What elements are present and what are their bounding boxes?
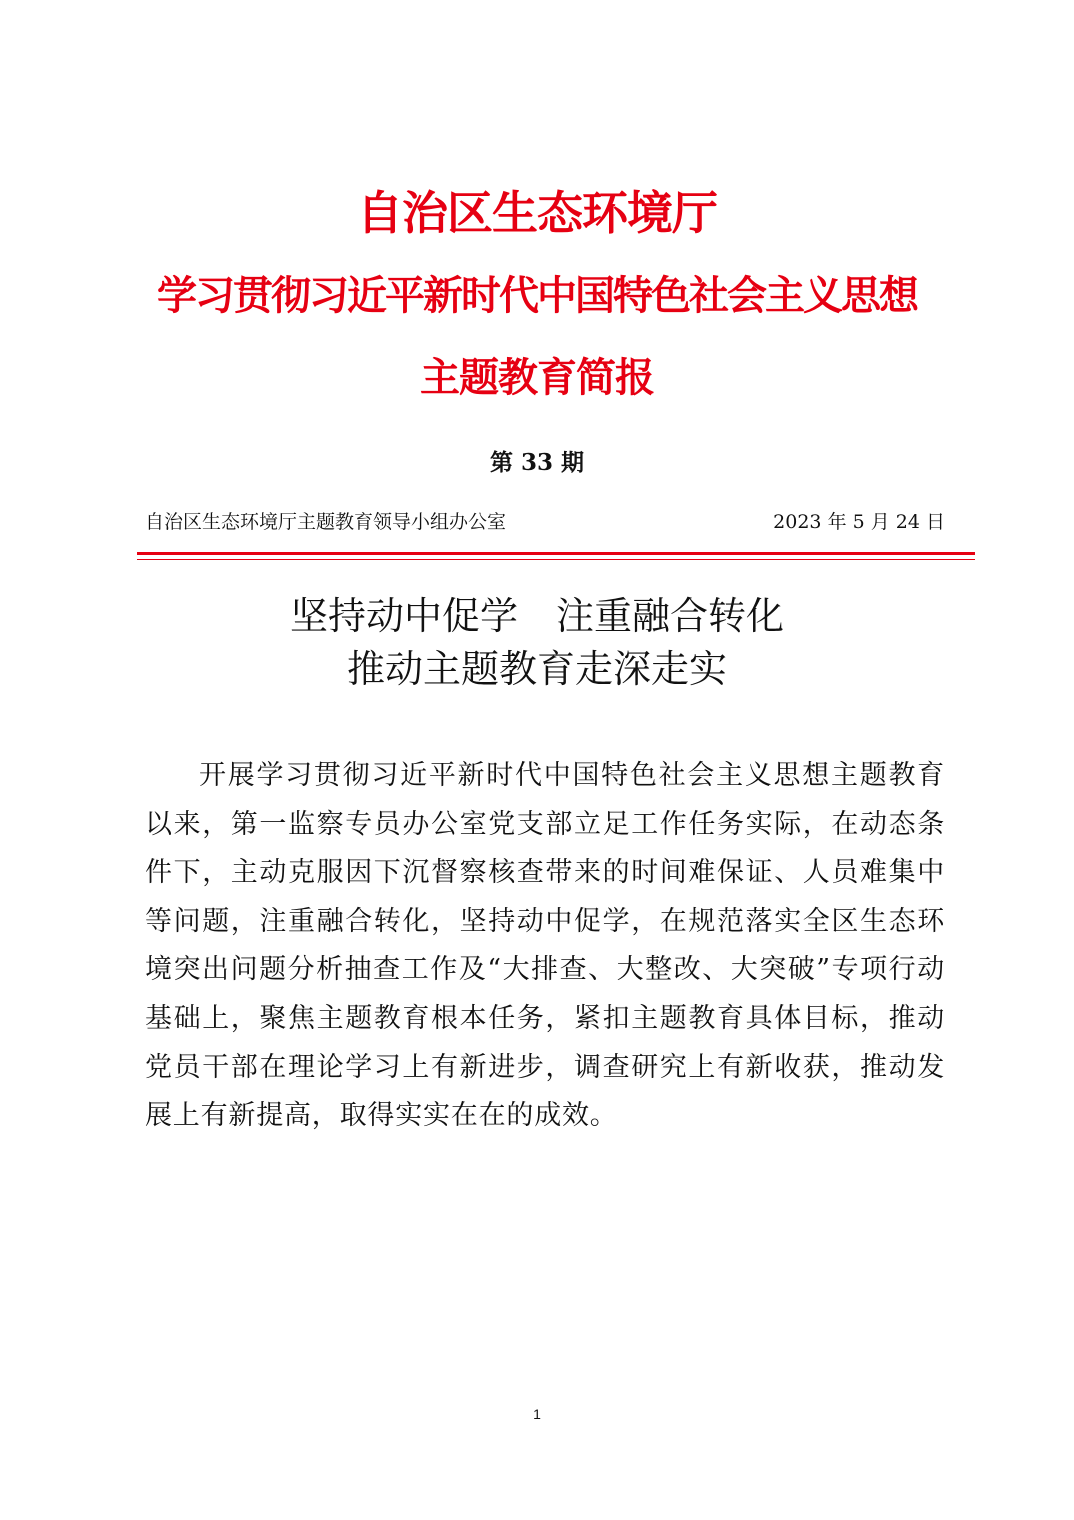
- masthead-subject-title: 学习贯彻习近平新时代中国特色社会主义思想: [157, 272, 917, 319]
- page-number: 1: [533, 1406, 541, 1422]
- issuer-office: 自治区生态环境厅主题教育领导小组办公室: [145, 511, 507, 533]
- issue-date: 2023 年 5 月 24 日: [773, 511, 945, 533]
- issue-number: 第 33 期: [489, 449, 585, 476]
- article-title-line2: 推动主题教育走深走实: [346, 647, 727, 691]
- masthead-bulletin-title: 主题教育简报: [420, 354, 654, 401]
- red-divider-thin: [137, 559, 975, 560]
- red-divider-thick: [137, 552, 975, 555]
- article-paragraph: 开展学习贯彻习近平新时代中国特色社会主义思想主题教育以来，第一监察专员办公室党支部立足工作任务实际，在动态条件下，主动克服因下沉督察核查带来的时间难保证、人员难集中等问题，注重融合转化，坚持动中促学，在规范落实全区生态环境突出问题分析抽查工作及“大排查、大整改、大突破”专项行动基础上，聚焦主题教育根本任务，紧扣主题教育具体目标，推动党员干部在理论学习上有新进步，调查研究上有新收获，推动发展上有新提高，取得实实在在的成效。: [145, 760, 945, 1132]
- masthead-org-title: 自治区生态环境厅: [357, 186, 717, 240]
- article-title-line1: 坚持动中促学 注重融合转化: [289, 594, 784, 638]
